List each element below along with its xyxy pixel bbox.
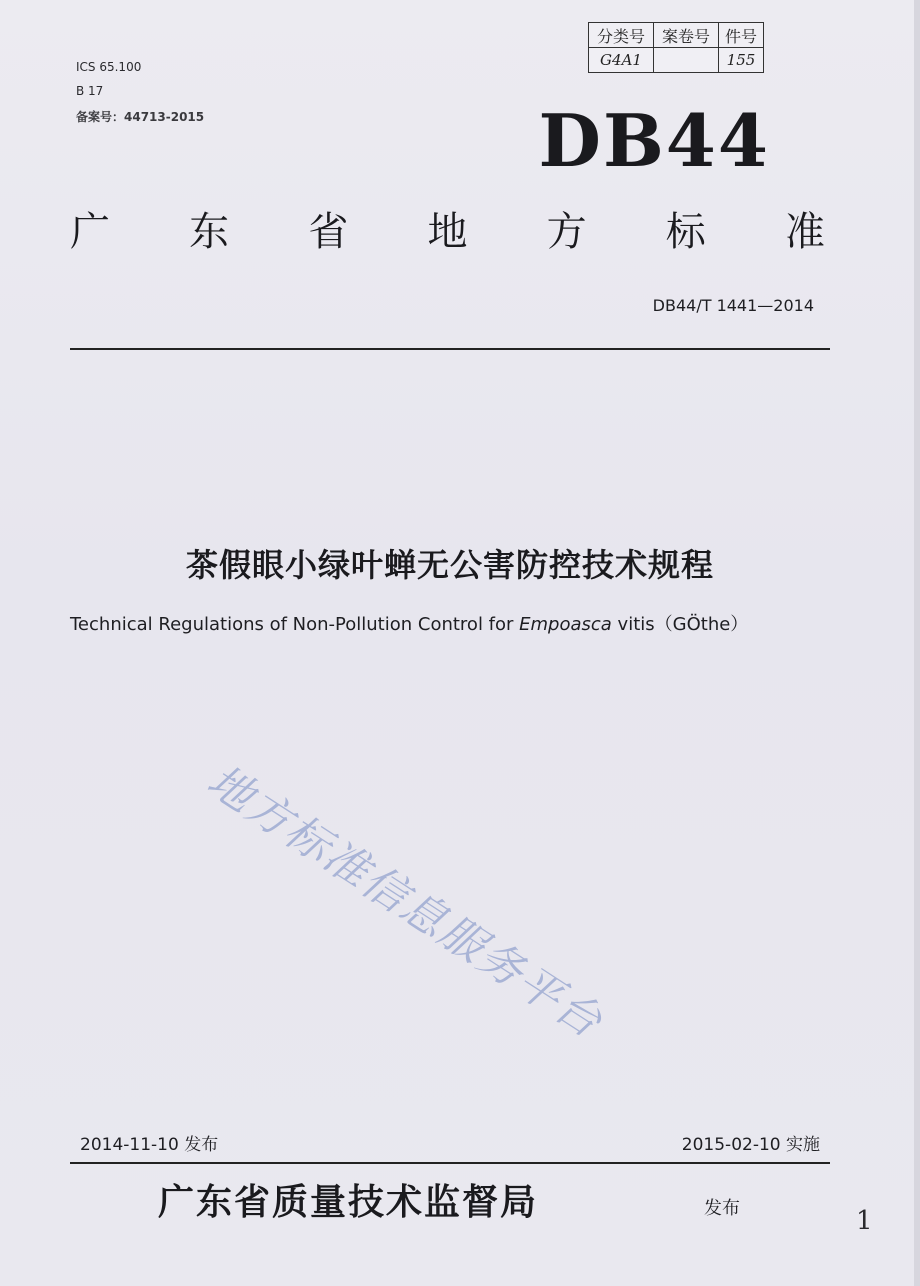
filing-header-item: 件号 — [719, 23, 764, 48]
ics-code: ICS 65.100 — [76, 60, 142, 74]
title-en-genus: Empoasca — [519, 614, 612, 635]
filing-stamp-table — [588, 22, 764, 73]
filing-header-row — [589, 23, 764, 48]
filing-header-file: 案卷号 — [654, 23, 719, 48]
filing-value-row — [589, 48, 764, 73]
publish-date: 2014-11-10 发布 — [80, 1135, 219, 1155]
db44-logo: DB44 — [538, 98, 770, 183]
title-en-prefix: Technical Regulations of Non-Pollution Control for — [70, 614, 520, 635]
filing-value-item: 155 — [719, 48, 764, 73]
filing-value-category: G4A1 — [589, 48, 654, 73]
standard-type-char: 省 — [308, 209, 349, 255]
standard-type-title — [70, 200, 825, 257]
standard-type-char: 地 — [427, 209, 468, 255]
page-edge — [914, 0, 920, 1286]
filing-value-file — [654, 48, 719, 73]
issuing-authority: 广东省质量技术监督局 — [158, 1181, 539, 1223]
ccs-code: B 17 — [76, 84, 104, 98]
record-number: 备案号：44713-2015 — [76, 110, 205, 124]
document-title-zh: 茶假眼小绿叶蝉无公害防控技术规程 — [185, 546, 714, 584]
document-title-en — [70, 610, 748, 636]
issued-label: 发布 — [704, 1198, 740, 1219]
bottom-divider — [70, 1162, 830, 1164]
standard-type-char: 东 — [189, 209, 230, 255]
standard-type-char: 标 — [665, 209, 706, 255]
watermark-text: 地方标准信息服务平台 — [198, 755, 612, 1049]
standard-code: DB44/T 1441—2014 — [652, 296, 814, 315]
effective-date: 2015-02-10 实施 — [681, 1135, 820, 1155]
standard-type-char: 准 — [784, 209, 825, 255]
page-number: 1 — [856, 1206, 873, 1236]
top-divider — [70, 348, 830, 350]
title-en-suffix: vitis（GÖthe） — [611, 614, 749, 635]
filing-header-category: 分类号 — [589, 23, 654, 48]
standard-type-char: 广 — [70, 209, 110, 255]
standard-type-char: 方 — [546, 209, 587, 255]
